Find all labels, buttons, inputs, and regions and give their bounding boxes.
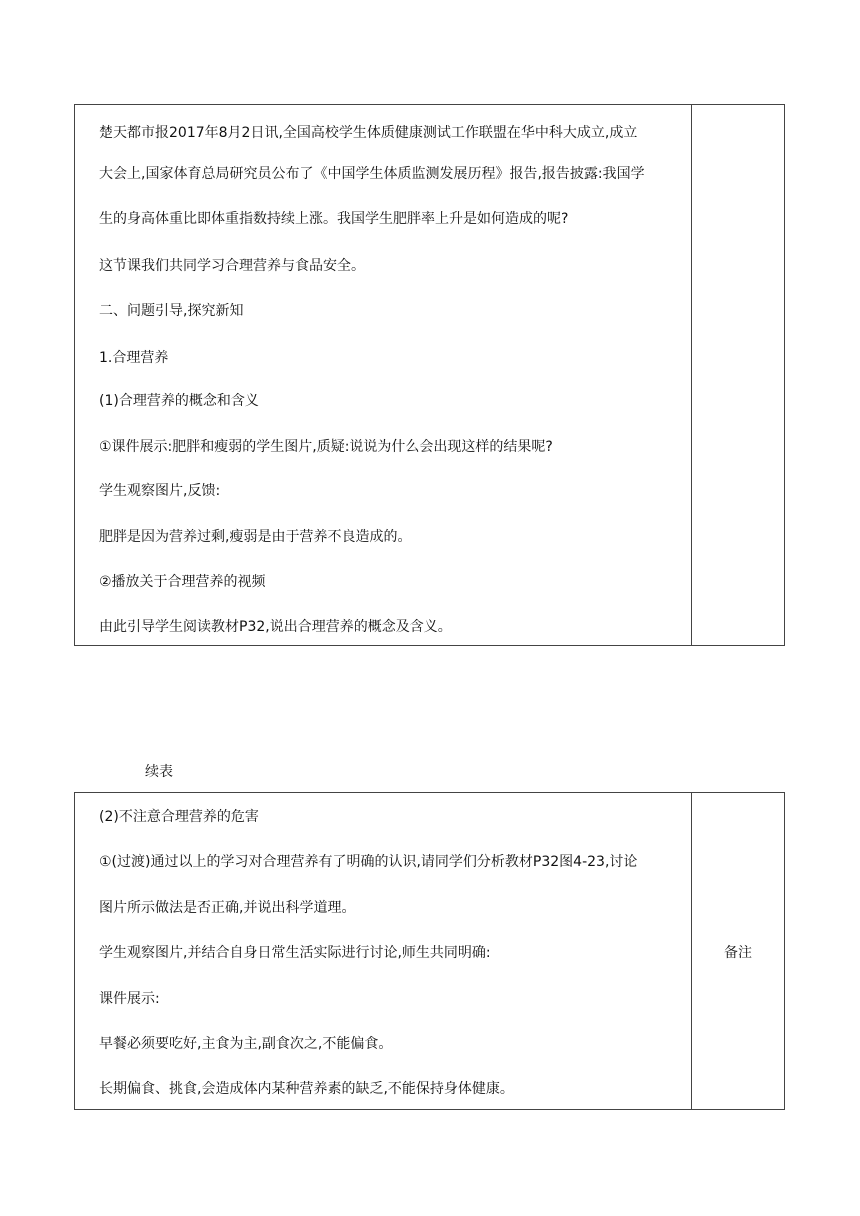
subsection-heading: (1)合理营养的概念和含义	[99, 393, 259, 409]
text-line: 这节课我们共同学习合理营养与食品安全。	[99, 258, 365, 274]
lesson-content-cell-1	[75, 105, 692, 645]
text-line: 肥胖是因为营养过剩,瘦弱是由于营养不良造成的。	[99, 529, 412, 545]
text-line: 学生观察图片,反馈:	[99, 483, 221, 499]
text-line: 图片所示做法是否正确,并说出科学道理。	[99, 900, 356, 916]
continued-table-caption: 续表	[145, 764, 173, 780]
subsection-heading: (2)不注意合理营养的危害	[99, 809, 259, 825]
text-line: ①(过渡)通过以上的学习对合理营养有了明确的认识,请同学们分析教材P32图4-23,讨论	[99, 854, 638, 870]
subsection-heading: 1.合理营养	[99, 350, 169, 366]
text-line: 课件展示:	[99, 991, 160, 1007]
text-line: 楚天都市报2017年8月2日讯,全国高校学生体质健康测试工作联盟在华中科大成立,成立	[99, 125, 638, 141]
text-line: 早餐必须要吃好,主食为主,副食次之,不能偏食。	[99, 1036, 393, 1052]
side-note-label: 备注	[724, 945, 752, 961]
section-heading: 二、问题引导,探究新知	[99, 303, 244, 319]
text-line: 生的身高体重比即体重指数持续上涨。我国学生肥胖率上升是如何造成的呢?	[99, 211, 569, 227]
text-line: 长期偏食、挑食,会造成体内某种营养素的缺乏,不能保持身体健康。	[99, 1081, 514, 1097]
notes-cell-1	[692, 105, 784, 645]
lesson-table-1	[74, 104, 785, 646]
lesson-content-cell-2	[75, 793, 692, 1109]
text-line: 学生观察图片,并结合自身日常生活实际进行讨论,师生共同明确:	[99, 945, 491, 961]
notes-cell-2	[692, 793, 784, 1109]
lesson-table-2	[74, 792, 785, 1110]
text-line: 大会上,国家体育总局研究员公布了《中国学生体质监测发展历程》报告,报告披露:我国学	[99, 166, 645, 182]
text-line: ②播放关于合理营养的视频	[99, 574, 266, 590]
text-line: 由此引导学生阅读教材P32,说出合理营养的概念及含义。	[99, 619, 452, 635]
text-line: ①课件展示:肥胖和瘦弱的学生图片,质疑:说说为什么会出现这样的结果呢?	[99, 439, 553, 455]
